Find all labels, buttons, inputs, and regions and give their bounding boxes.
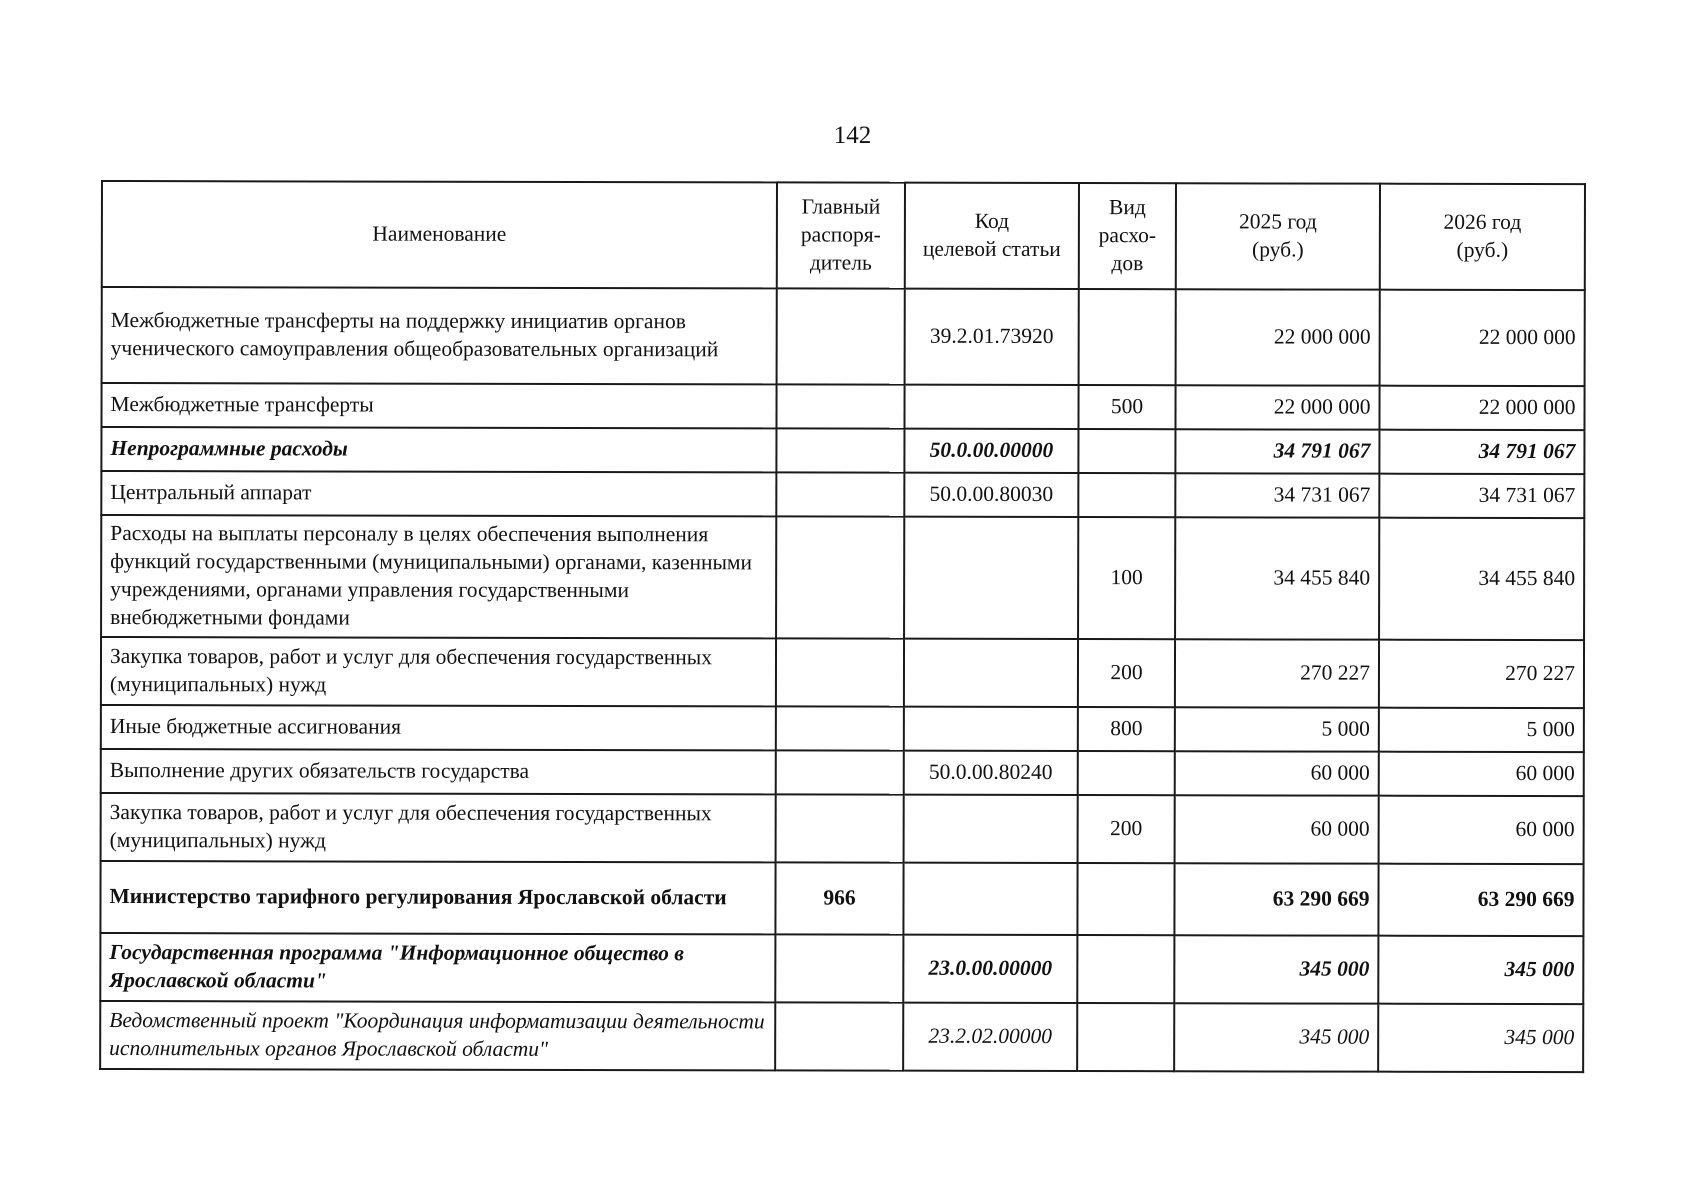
row-name: Выполнение других обязательств государства — [101, 749, 776, 794]
header-year-2026: 2026 год (руб.) — [1380, 184, 1585, 290]
row-amount-2025: 60 000 — [1175, 751, 1379, 795]
row-chief-manager — [776, 706, 904, 750]
header-expense-type: Вид расхо- дов — [1079, 183, 1176, 289]
row-name: Министерство тарифного регулирования Ярославской области — [100, 861, 775, 934]
table-row — [100, 861, 1583, 936]
table-row — [101, 793, 1584, 864]
table-row — [101, 705, 1584, 752]
row-target-code — [904, 706, 1078, 750]
row-expense-type — [1077, 935, 1174, 1003]
row-amount-2026: 34 455 840 — [1379, 518, 1584, 640]
row-amount-2026: 22 000 000 — [1379, 386, 1584, 430]
budget-table — [99, 180, 1586, 1073]
row-amount-2025: 34 791 067 — [1175, 429, 1379, 473]
row-amount-2026: 345 000 — [1378, 1003, 1583, 1071]
row-amount-2026: 34 791 067 — [1379, 430, 1584, 474]
row-chief-manager — [776, 638, 904, 706]
row-expense-type: 100 — [1078, 517, 1175, 639]
row-expense-type: 200 — [1078, 795, 1175, 863]
row-expense-type — [1077, 863, 1174, 935]
row-target-code: 23.2.02.00000 — [903, 1002, 1077, 1070]
row-chief-manager: 966 — [775, 862, 903, 934]
table-row — [102, 287, 1585, 386]
row-expense-type: 200 — [1078, 639, 1175, 707]
row-target-code: 50.0.00.80030 — [904, 473, 1078, 517]
row-target-code — [904, 517, 1078, 639]
table-row — [100, 1001, 1583, 1072]
row-expense-type: 500 — [1078, 385, 1175, 429]
row-expense-type — [1079, 289, 1176, 385]
header-target-code: Код целевой статьи — [905, 183, 1079, 289]
row-amount-2025: 22 000 000 — [1176, 289, 1380, 385]
row-name: Закупка товаров, работ и услуг для обеспечения государственных (муниципальных) нужд — [101, 793, 776, 862]
row-expense-type: 800 — [1078, 707, 1175, 751]
row-name: Закупка товаров, работ и услуг для обеспечения государственных (муниципальных) нужд — [101, 637, 776, 706]
row-amount-2026: 63 290 669 — [1378, 863, 1583, 935]
row-amount-2025: 345 000 — [1174, 1003, 1378, 1071]
table-row — [101, 637, 1584, 708]
header-chief-manager: Главный распоря- дитель — [777, 182, 905, 288]
table-body — [100, 287, 1585, 1072]
row-name: Расходы на выплаты персоналу в целях обеспечения выполнения функций государственными (муниципальными) органами, казенными учреждениями, органами управления государственными внебюджетными фондами — [101, 515, 776, 638]
row-name: Ведомственный проект "Координация информатизации деятельности исполнительных органов Ярославской области" — [100, 1001, 775, 1070]
row-amount-2025: 34 455 840 — [1175, 517, 1379, 639]
row-amount-2026: 5 000 — [1379, 707, 1584, 751]
row-target-code: 23.0.00.00000 — [903, 934, 1077, 1002]
row-amount-2026: 60 000 — [1379, 751, 1584, 795]
row-name: Центральный аппарат — [101, 471, 776, 516]
row-amount-2026: 22 000 000 — [1380, 290, 1585, 386]
row-target-code: 39.2.01.73920 — [905, 289, 1079, 385]
header-name: Наименование — [102, 181, 777, 288]
row-expense-type — [1077, 1003, 1174, 1071]
table-header — [102, 181, 1585, 290]
row-chief-manager — [776, 750, 904, 794]
table-row — [101, 749, 1584, 796]
row-chief-manager — [776, 472, 904, 516]
table-row — [100, 933, 1583, 1004]
row-name: Государственная программа "Информационное общество в Ярославской области" — [100, 933, 775, 1002]
row-amount-2025: 22 000 000 — [1175, 385, 1379, 429]
row-name: Межбюджетные трансферты — [101, 383, 776, 428]
row-expense-type — [1078, 473, 1175, 517]
row-chief-manager — [777, 288, 905, 384]
table-row — [101, 427, 1584, 474]
row-chief-manager — [776, 516, 904, 638]
table-row — [101, 515, 1584, 640]
row-name: Межбюджетные трансферты на поддержку инициатив органов ученического самоуправления общеобразовательных организаций — [102, 287, 777, 384]
row-amount-2025: 63 290 669 — [1174, 863, 1378, 935]
row-name: Непрограммные расходы — [101, 427, 776, 472]
row-amount-2025: 5 000 — [1175, 707, 1379, 751]
row-amount-2026: 270 227 — [1379, 639, 1584, 707]
page-number: 142 — [833, 122, 872, 149]
row-chief-manager — [776, 384, 904, 428]
row-amount-2025: 34 731 067 — [1175, 473, 1379, 517]
row-amount-2025: 270 227 — [1175, 639, 1379, 707]
row-target-code — [904, 638, 1078, 706]
row-target-code — [904, 385, 1078, 429]
row-target-code — [904, 794, 1078, 862]
header-row — [102, 181, 1585, 290]
row-target-code — [903, 862, 1077, 934]
row-amount-2026: 345 000 — [1378, 935, 1583, 1003]
row-name: Иные бюджетные ассигнования — [101, 705, 776, 750]
row-chief-manager — [775, 1002, 903, 1070]
row-chief-manager — [776, 428, 904, 472]
row-amount-2026: 34 731 067 — [1379, 474, 1584, 518]
table-row — [101, 471, 1584, 518]
row-expense-type — [1078, 751, 1175, 795]
table-row — [101, 383, 1584, 430]
row-expense-type — [1078, 429, 1175, 473]
header-year-2025: 2025 год (руб.) — [1176, 183, 1380, 289]
row-chief-manager — [776, 794, 904, 862]
row-chief-manager — [775, 934, 903, 1002]
row-amount-2025: 345 000 — [1174, 935, 1378, 1003]
row-amount-2026: 60 000 — [1379, 795, 1584, 863]
row-target-code: 50.0.00.80240 — [904, 750, 1078, 794]
row-amount-2025: 60 000 — [1175, 795, 1379, 863]
row-target-code: 50.0.00.00000 — [904, 429, 1078, 473]
